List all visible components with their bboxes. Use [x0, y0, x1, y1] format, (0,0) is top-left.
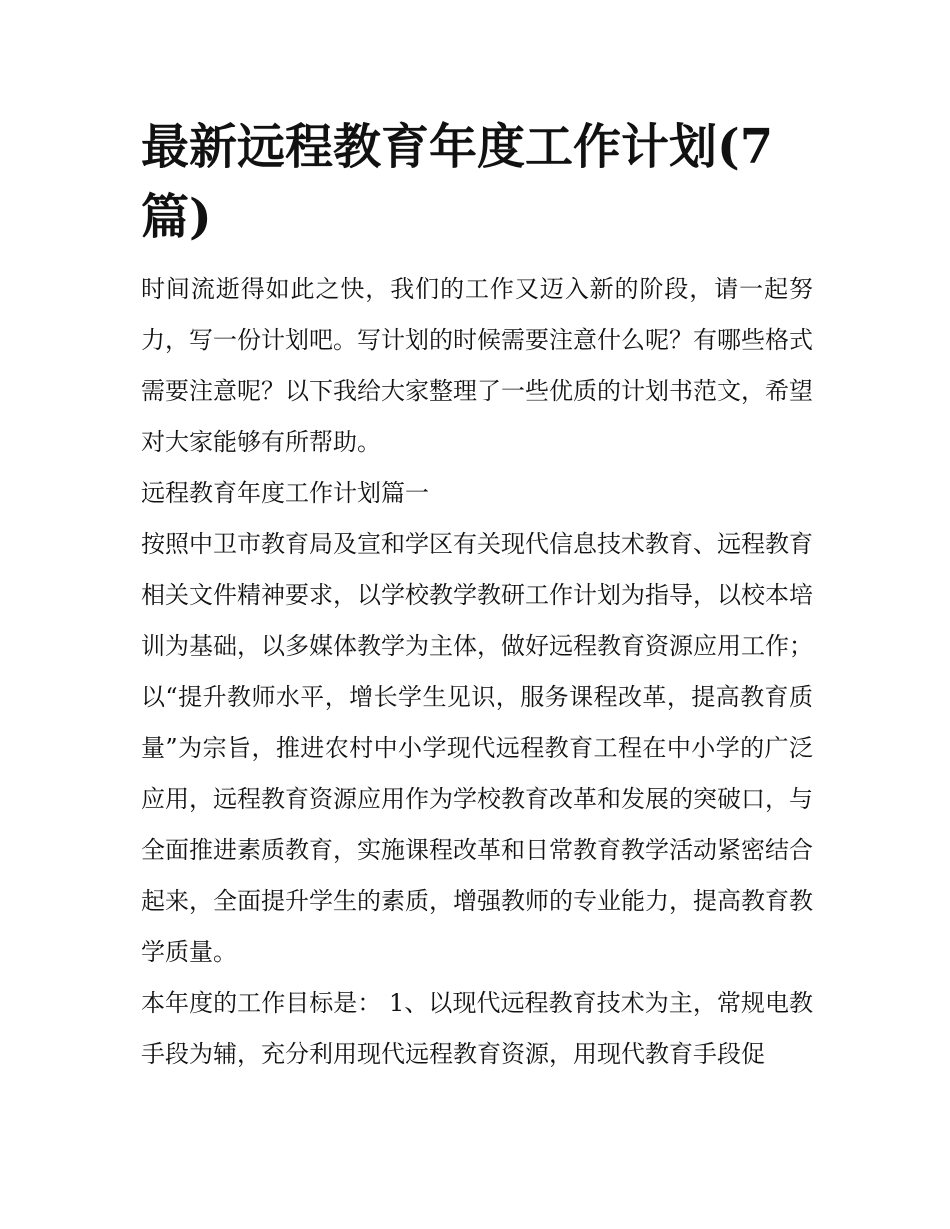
body-paragraph-1: 按照中卫市教育局及宣和学区有关现代信息技术教育、远程教育相关文件精神要求，以学校教学教研工作计划为指导，以校本培训为基础，以多媒体教学为主体，做好远程教育资源应用工作；以“提升教师水平，增长学生见识，服务课程改革，提高教育质量”为宗旨，推进农村中小学现代远程教育工程在中小学的广泛应用，远程教育资源应用作为学校教育改革和发展的突破口，与全面推进素质教育，实施课程改革和日常教育教学活动紧密结合起来，全面提升学生的素质，增强教师的专业能力，提高教育教学质量。: [141, 530, 813, 966]
intro-paragraph: 时间流逝得如此之快，我们的工作又迈入新的阶段，请一起努力，写一份计划吧。写计划的时候需要注意什么呢？有哪些格式需要注意呢？以下我给大家整理了一些优质的计划书范文，希望对大家能够有所帮助。: [141, 275, 813, 456]
section-heading: 远程教育年度工作计划篇一: [141, 479, 429, 507]
document-title: 最新远程教育年度工作计划(7篇): [141, 119, 774, 245]
body-paragraph-2: 本年度的工作目标是： 1、以现代远程教育技术为主，常规电教手段为辅，充分利用现代远程教育资源，用现代教育手段促: [141, 989, 813, 1068]
document-content: [141, 112, 813, 1080]
